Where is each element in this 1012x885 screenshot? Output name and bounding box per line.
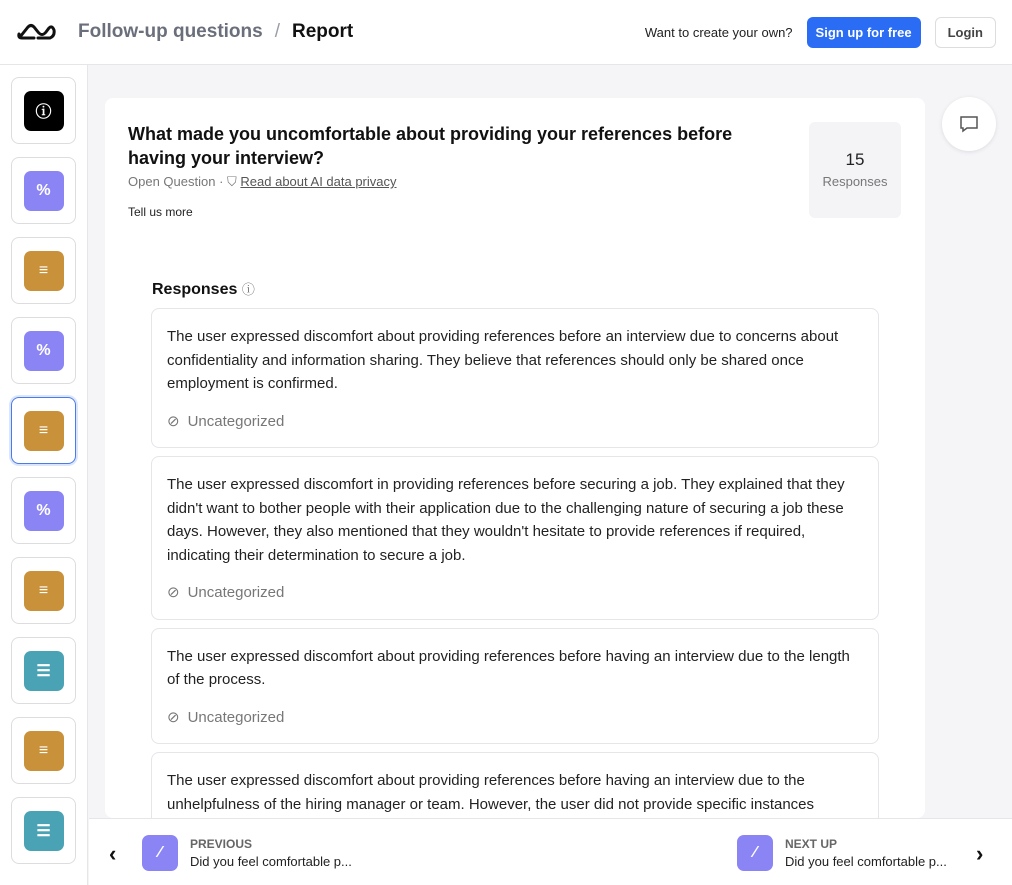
footer-navigation xyxy=(89,818,1012,885)
percent-icon: % xyxy=(24,331,64,371)
breadcrumb-parent[interactable]: Follow-up questions xyxy=(78,21,263,42)
question-type: Open Question xyxy=(128,174,216,189)
eye-off-icon: ⊘ xyxy=(167,584,180,601)
eye-off-icon: ⊘ xyxy=(167,412,180,430)
sidebar-question-item[interactable] xyxy=(11,397,76,464)
sidebar-question-item[interactable] xyxy=(11,477,76,544)
previous-question-link[interactable] xyxy=(142,835,352,871)
login-button[interactable]: Login xyxy=(935,17,996,48)
percent-icon: ⁄ xyxy=(142,835,178,871)
percent-icon: % xyxy=(24,491,64,531)
eye-off-icon: ⊘ xyxy=(167,708,180,726)
chevron-right-icon[interactable]: › xyxy=(976,841,984,866)
sidebar-question-item[interactable] xyxy=(11,237,76,304)
category-label: Uncategorized xyxy=(187,708,285,726)
category-tag[interactable] xyxy=(167,581,863,605)
question-card xyxy=(105,98,925,818)
response-card xyxy=(151,308,879,448)
text-sparkle-icon: ≡ xyxy=(24,251,64,291)
next-label: NEXT UP xyxy=(785,837,838,851)
response-text: The user expressed discomfort about providing references before having an interview due to the length of the process. xyxy=(167,647,850,688)
category-label: Uncategorized xyxy=(187,584,285,601)
response-count xyxy=(809,122,901,218)
percent-icon: ⁄ xyxy=(737,835,773,871)
info-icon[interactable]: ⓘ xyxy=(241,282,255,297)
previous-label: PREVIOUS xyxy=(190,837,253,851)
comment-button[interactable] xyxy=(942,97,996,151)
sidebar-question-item[interactable] xyxy=(11,77,76,144)
category-tag[interactable] xyxy=(167,706,863,730)
percent-icon: % xyxy=(24,171,64,211)
response-text: The user expressed discomfort about providing references before an interview due to concerns about confidentiality and information sharing. They believe that references should only be shared once employment is confirmed. xyxy=(167,328,839,392)
sidebar-question-item[interactable] xyxy=(11,717,76,784)
question-description: Tell us more xyxy=(128,205,193,219)
question-meta: Open Question · ⛉ Read about AI data privacy xyxy=(128,174,397,189)
sidebar-question-item[interactable] xyxy=(11,157,76,224)
privacy-link[interactable]: Read about AI data privacy xyxy=(240,174,397,189)
next-title: Did you feel comfortable p... xyxy=(785,854,947,869)
signup-button[interactable]: Sign up for free xyxy=(807,17,921,48)
responses-heading-text: Responses xyxy=(152,281,238,298)
chat-icon xyxy=(959,115,979,133)
chevron-left-icon[interactable]: ‹ xyxy=(109,841,117,866)
responses-heading xyxy=(152,279,255,299)
cta-text: Want to create your own? xyxy=(644,24,793,40)
category-label: Uncategorized xyxy=(187,412,285,430)
response-card xyxy=(151,456,879,620)
shield-icon: ⛉ xyxy=(227,174,237,189)
info-icon: ⓘ xyxy=(24,91,64,131)
sidebar-question-item[interactable] xyxy=(11,557,76,624)
text-sparkle-icon: ≡ xyxy=(24,411,64,451)
category-tag[interactable] xyxy=(167,410,863,434)
text-sparkle-icon: ≡ xyxy=(24,731,64,771)
response-count-label: Responses xyxy=(822,174,888,189)
page-title: Report xyxy=(291,21,354,42)
response-card xyxy=(151,628,879,745)
sidebar-question-item[interactable] xyxy=(11,317,76,384)
list-icon: ☰ xyxy=(24,651,64,691)
header xyxy=(0,0,1012,65)
logo-icon[interactable] xyxy=(16,20,56,44)
response-card xyxy=(151,752,879,818)
text-sparkle-icon: ≡ xyxy=(24,571,64,611)
next-question-link[interactable] xyxy=(737,835,947,871)
question-sidebar xyxy=(0,65,88,885)
sidebar-question-item[interactable] xyxy=(11,797,76,864)
response-text: The user expressed discomfort about providing references before having an interview due to the unhelpfulness of the hiring manager or team. However, the user did not provide specific instances xyxy=(167,772,815,813)
sidebar-question-item[interactable] xyxy=(11,637,76,704)
question-title: What made you uncomfortable about providing your references before having your interview? xyxy=(128,124,733,168)
response-count-value: 15 xyxy=(845,150,865,169)
responses-list xyxy=(151,308,879,818)
response-text: The user expressed discomfort in providing references before securing a job. They explained that they didn't want to bother people with their application due to the challenging nature of securing a job these days. However, they also mentioned that they wouldn't hesitate to provide references if required, indicating their determination to secure a job. xyxy=(167,476,845,564)
breadcrumb-separator: / xyxy=(274,21,280,42)
previous-title: Did you feel comfortable p... xyxy=(190,854,352,869)
list-icon: ☰ xyxy=(24,811,64,851)
